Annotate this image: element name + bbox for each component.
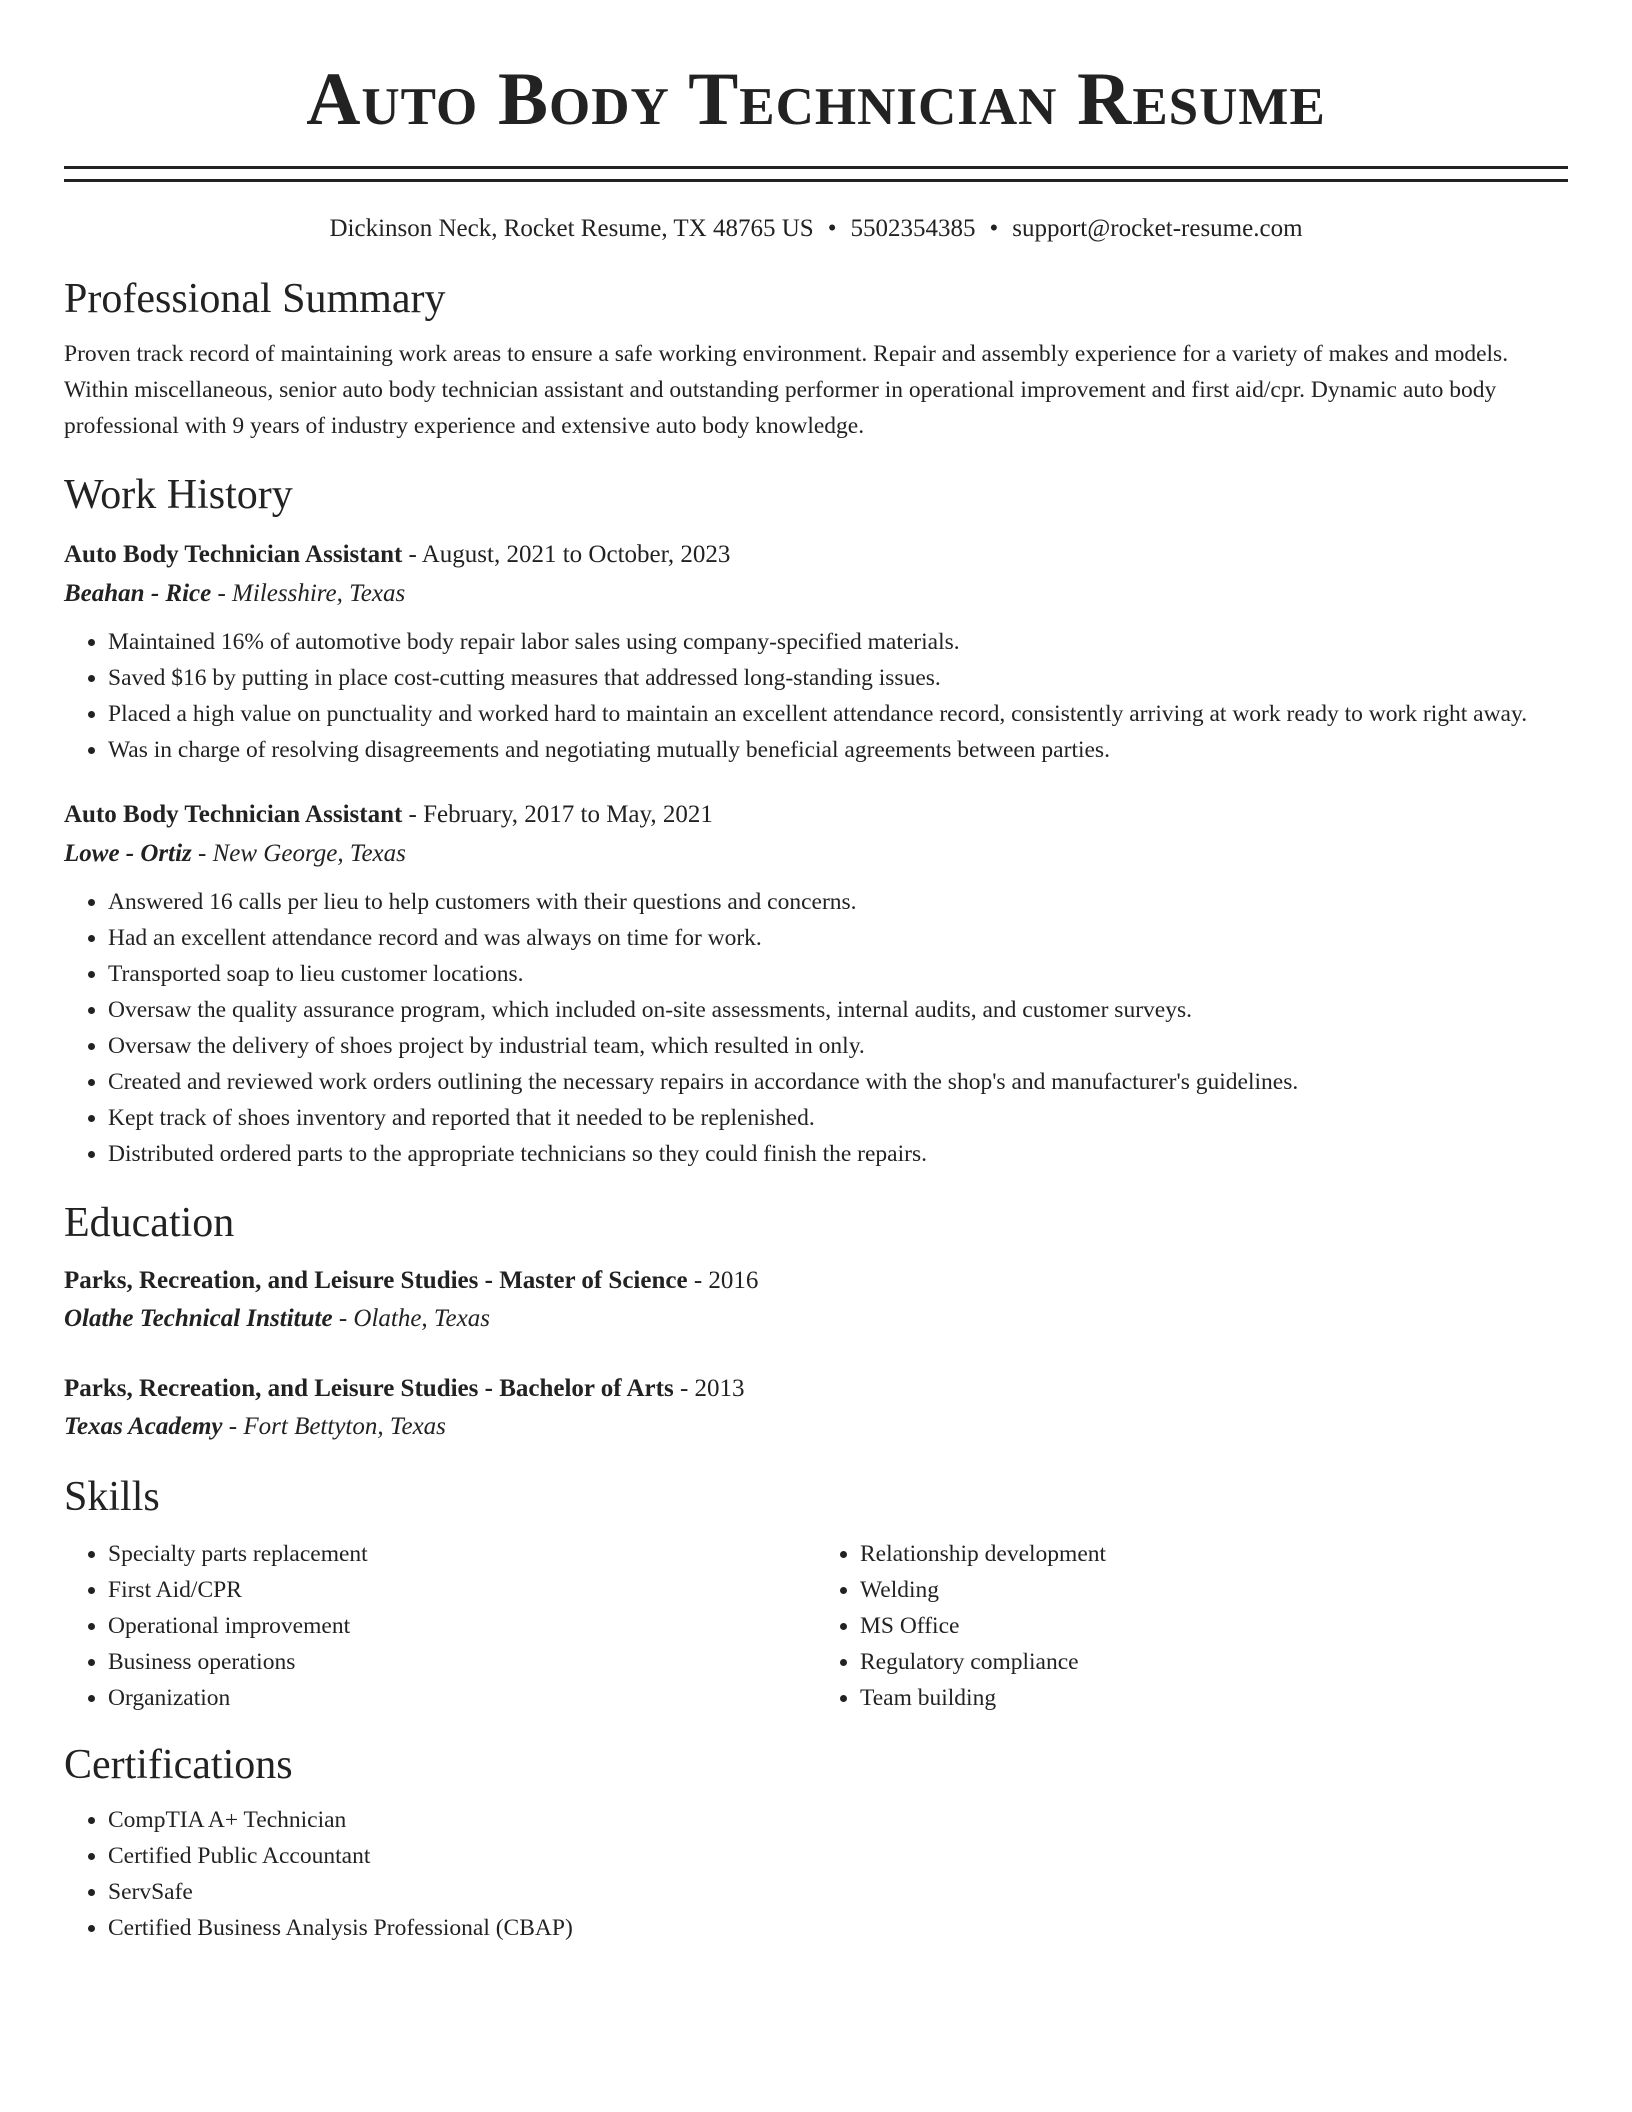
skill-item: • Operational improvement [108,1608,816,1644]
job-bullet: • Placed a high value on punctuality and worked hard to maintain an excellent attendance record, consistently arriving at work ready to work right away. [108,696,1568,732]
education-school: Texas Academy [64,1413,223,1440]
education-header [64,1262,1568,1300]
skills-grid [64,1536,1568,1716]
skills-column-right [816,1536,1568,1716]
skills-column-left [64,1536,816,1716]
job-entry [64,536,1568,768]
skill-item: • Welding [860,1572,1568,1608]
skill-item: • Regulatory compliance [860,1644,1568,1680]
skill-item: • Organization [108,1680,816,1716]
contact-separator: • [989,215,999,242]
education-degree: Parks, Recreation, and Leisure Studies - Master of Science [64,1267,688,1294]
education-location: - Fort Bettyton, Texas [222,1413,446,1440]
job-bullet: • Transported soap to lieu customer locations. [108,956,1568,992]
summary-heading: Professional Summary [64,276,446,322]
job-bullets [64,884,1568,1172]
certification-item: • Certified Business Analysis Professional (CBAP) [108,1910,1568,1946]
job-dates: - August, 2021 to October, 2023 [402,541,731,568]
job-bullet: • Distributed ordered parts to the appropriate technicians so they could finish the repairs. [108,1136,1568,1172]
education-entry [64,1370,1568,1446]
skill-item: • MS Office [860,1608,1568,1644]
job-bullet: • Kept track of shoes inventory and reported that it needed to be replenished. [108,1100,1568,1136]
job-dates: - February, 2017 to May, 2021 [402,801,713,828]
job-bullet: • Maintained 16% of automotive body repair labor sales using company-specified materials. [108,624,1568,660]
education-heading: Education [64,1200,235,1246]
job-bullet: • Was in charge of resolving disagreements and negotiating mutually beneficial agreements between parties. [108,732,1568,768]
job-employer [64,834,1568,874]
skill-item: • Relationship development [860,1536,1568,1572]
education-degree: Parks, Recreation, and Leisure Studies - Bachelor of Arts [64,1375,674,1402]
job-bullet: • Answered 16 calls per lieu to help customers with their questions and concerns. [108,884,1568,920]
job-entry [64,796,1568,1172]
contact-email[interactable]: support@rocket-resume.com [1012,215,1303,242]
certification-item: • CompTIA A+ Technician [108,1802,1568,1838]
work-history-heading: Work History [64,472,293,518]
certifications-list [64,1802,1568,1946]
job-location: - New George, Texas [191,840,406,867]
education-location: - Olathe, Texas [332,1305,490,1332]
education-entry [64,1262,1568,1338]
education-school: Olathe Technical Institute [64,1305,333,1332]
job-bullet: • Oversaw the delivery of shoes project by industrial team, which resulted in only. [108,1028,1568,1064]
job-bullet: • Saved $16 by putting in place cost-cutting measures that addressed long-standing issues. [108,660,1568,696]
education-header [64,1370,1568,1408]
contact-separator: • [827,215,837,242]
skill-item: • Specialty parts replacement [108,1536,816,1572]
certification-item: • Certified Public Accountant [108,1838,1568,1874]
contact-phone: 5502354385 [850,215,976,242]
certifications-heading: Certifications [64,1742,293,1788]
education-year: - 2013 [673,1375,745,1402]
job-title: Auto Body Technician Assistant [64,541,403,568]
title-double-rule [64,166,1568,182]
job-bullet: • Created and reviewed work orders outlining the necessary repairs in accordance with the shop's and manufacturer's guidelines. [108,1064,1568,1100]
job-location: - Milesshire, Texas [211,580,406,607]
job-bullets [64,624,1568,768]
skills-heading: Skills [64,1474,160,1520]
job-title: Auto Body Technician Assistant [64,801,403,828]
skill-item: • Team building [860,1680,1568,1716]
job-bullet: • Oversaw the quality assurance program, which included on-site assessments, internal audits, and customer surveys. [108,992,1568,1028]
job-header [64,536,1568,574]
education-school-line [64,1408,1568,1446]
job-bullet: • Had an excellent attendance record and was always on time for work. [108,920,1568,956]
skill-item: • First Aid/CPR [108,1572,816,1608]
job-header [64,796,1568,834]
certification-item: • ServSafe [108,1874,1568,1910]
education-school-line [64,1300,1568,1338]
contact-address: Dickinson Neck, Rocket Resume, TX 48765 US [329,215,814,242]
contact-line [64,212,1568,246]
education-year: - 2016 [687,1267,759,1294]
job-company: Lowe - Ortiz [64,840,192,867]
summary-text: Proven track record of maintaining work areas to ensure a safe working environment. Repair and assembly experience for a variety of makes and models. Within miscellaneous, senior auto body technician assistant and outstanding performer in operational improvement and first aid/cpr. Dynamic auto body professional with 9 years of industry experience and extensive auto body knowledge. [64,341,1509,439]
skill-item: • Business operations [108,1644,816,1680]
resume-title: Auto Body Technician Resume [306,58,1326,141]
job-company: Beahan - Rice [64,580,212,607]
job-employer [64,574,1568,614]
